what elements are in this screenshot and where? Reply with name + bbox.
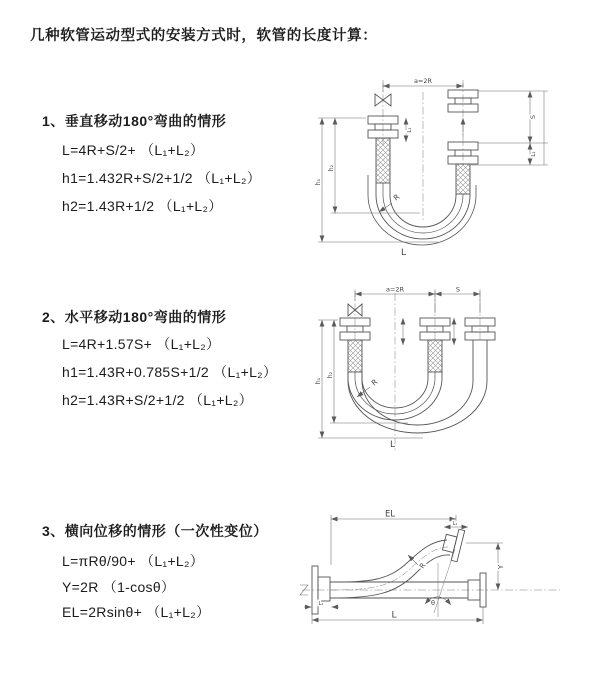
dim-a2R: a=2R bbox=[385, 285, 405, 294]
section-2-heading: 2、水平移动180°弯曲的情形 bbox=[42, 309, 227, 325]
centerlines bbox=[302, 547, 560, 590]
dimension-lines bbox=[318, 291, 480, 438]
dim-a2R: a=2R bbox=[413, 77, 433, 85]
dim-L1-bottom: L₁ bbox=[318, 601, 324, 607]
dim-EL: EL bbox=[384, 509, 396, 520]
section-1-formula-h1: h1=1.432R+S/2+1/2 （L₁+L₂） bbox=[62, 170, 262, 186]
centerlines bbox=[355, 289, 480, 451]
dim-S: S bbox=[529, 114, 537, 120]
dim-R: R bbox=[391, 192, 402, 203]
section-3-formula-Y: Y=2R （1-cosθ） bbox=[62, 579, 176, 595]
dimension-lines bbox=[318, 83, 548, 242]
diagram-vertical-180-bend bbox=[308, 70, 583, 260]
section-1-formula-L: L=4R+S/2+ （L₁+L₂） bbox=[62, 142, 205, 158]
section-3-heading: 3、横向位移的情形（一次性变位） bbox=[42, 523, 268, 539]
diagram-lateral-displacement bbox=[298, 505, 598, 640]
dim-L: L bbox=[391, 610, 397, 621]
dim-L: L bbox=[401, 248, 407, 258]
diagram-labels bbox=[315, 77, 537, 258]
dim-L1-right: L₁ bbox=[531, 151, 537, 157]
section-2-formula-L: L=4R+1.57S+ （L₁+L₂） bbox=[62, 336, 221, 352]
dim-h1: h₁ bbox=[315, 178, 322, 186]
dim-R: R bbox=[418, 561, 428, 571]
section-1-heading: 1、垂直移动180°弯曲的情形 bbox=[42, 113, 227, 129]
dim-L: L bbox=[390, 440, 396, 450]
dim-h2: h₂ bbox=[328, 164, 335, 172]
dim-theta: θ bbox=[431, 599, 435, 607]
section-3-formula-L: L=πRθ/90+ （L₁+L₂） bbox=[62, 553, 205, 569]
hose-and-fittings bbox=[340, 304, 495, 433]
diagram-horizontal-180-bend bbox=[308, 283, 598, 463]
page-title: 几种软管运动型式的安装方式时，软管的长度计算： bbox=[30, 28, 378, 44]
dim-h1: h₁ bbox=[315, 377, 322, 385]
left-braid bbox=[348, 340, 362, 372]
dim-L1-left: L₁ bbox=[407, 127, 413, 133]
s-curve-hose bbox=[330, 540, 450, 598]
u-bend-curves bbox=[348, 340, 487, 433]
diagram-labels bbox=[319, 510, 505, 621]
section-2-formula-h2: h2=1.43R+S/2+1/2 （L₁+L₂） bbox=[62, 392, 253, 408]
left-braid bbox=[376, 138, 390, 183]
dim-h2: h₂ bbox=[327, 371, 334, 379]
dimension-lines bbox=[304, 515, 503, 624]
dim-S: S bbox=[455, 285, 461, 294]
section-1-formula-h2: h2=1.43R+1/2 （L₁+L₂） bbox=[62, 198, 223, 214]
middle-braid bbox=[428, 340, 442, 372]
right-braid bbox=[456, 164, 470, 194]
dim-L1-top: L₁ bbox=[452, 521, 458, 527]
dim-R: R bbox=[369, 377, 380, 388]
section-2-formula-h1: h1=1.43R+0.785S+1/2 （L₁+L₂） bbox=[62, 364, 278, 380]
dim-Y: Y bbox=[497, 564, 505, 570]
hose-and-fittings bbox=[312, 527, 486, 614]
section-3-formula-EL: EL=2Rsinθ+ （L₁+L₂） bbox=[62, 604, 211, 620]
